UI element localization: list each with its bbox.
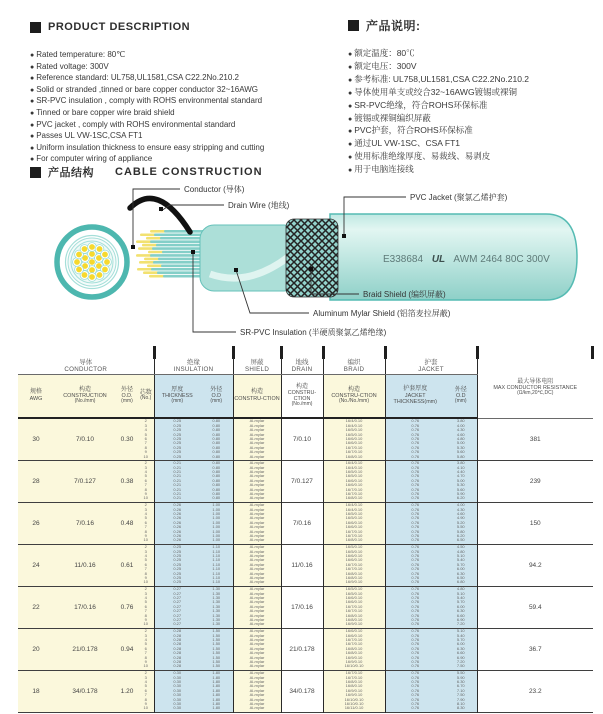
insulation-thickness-cell: 0.25 0.25 0.25 0.25 0.25 0.25 0.25 0.25 0.25 [154,544,200,586]
jacket-thickness-cell: 0.76 0.76 0.76 0.76 0.76 0.76 0.76 0.76 0.76 [385,586,445,628]
wire-strand [140,233,156,236]
spec-row-awg-30 [18,418,593,460]
jacket-od-cell: 5.10 5.40 5.70 6.00 6.30 6.60 6.90 7.20 7.50 [445,628,477,670]
conductor-construction-cell: 17/0.16 [54,586,116,628]
bullet-item: ● Rated temperature: 80℃ [30,50,345,62]
spec-table [18,358,593,713]
jacket-thickness-cell: 0.76 0.76 0.76 0.76 0.76 0.76 0.76 0.76 0.76 [385,502,445,544]
bullet-item: ● Tinned or bare copper wire braid shield [30,108,345,120]
conductor-dot [82,272,88,278]
jacket-od-cell: 3.80 4.10 4.40 4.70 5.00 5.30 5.60 5.90 6.20 [445,460,477,502]
resistance-header-unit: (Ω/km,20℃,DC) [517,390,554,397]
shield-construction-cell: Al-mylar Al-mylar Al-mylar Al-mylar Al-mylar Al-mylar Al-mylar Al-mylar Al-mylar [233,502,281,544]
insulation-od-cell: 1.00 1.00 1.00 1.00 1.00 1.00 1.00 1.00 1.00 [200,502,233,544]
braid-construction-cell: 16/4/0.10 16/4/0.10 16/5/0.10 16/5/0.10 16/6/0.10 16/6/0.10 16/7/0.10 16/7/0.10 16/8/0.10 [323,460,385,502]
braid-construction-cell: 16/6/0.10 16/6/0.10 16/7/0.10 16/7/0.10 16/8/0.10 16/8/0.10 16/9/0.10 16/9/0.10 16/10/0.10 [323,628,385,670]
core-count-cell: 2 3 4 5 6 7 8 9 10 [138,544,154,586]
section-square-icon [348,20,359,31]
drain-construction-cell: 21/0.178 [281,628,323,670]
conductor-od-cell: 0.61 [116,544,138,586]
spec-table-body [18,418,593,712]
sub-header-9: 护套厚度 JACKET THICKNESS(mm) [385,374,445,418]
group-jacket-cn: 护套 [424,358,438,366]
drain-construction-cell: 7/0.16 [281,502,323,544]
wire-strand [142,244,158,247]
resistance-header-en: MAX CONDUCTOR RESISTANCE [493,385,578,392]
braid-construction-cell: 16/7/0.10 16/7/0.10 16/8/0.10 16/8/0.10 16/9/0.10 16/9/0.10 16/10/0.10 16/10/0.10 16/11/0.10 [323,670,385,712]
braid-construction-cell: 16/5/0.10 16/5/0.10 16/6/0.10 16/6/0.10 16/7/0.10 16/7/0.10 16/8/0.10 16/8/0.10 16/9/0.10 [323,586,385,628]
drain-construction-cell: 34/0.178 [281,670,323,712]
bullet-item: ● PVC jacket , comply with ROHS environmental standard [30,120,345,132]
insulation-od-cell: 0.80 0.80 0.80 0.80 0.80 0.80 0.80 0.80 0.80 [200,460,233,502]
resistance-cell: 94.2 [477,544,593,586]
bullet-item: ● 额定电压：300V [348,61,598,74]
resistance-cell: 239 [477,460,593,502]
sub-header-10: 外径 O.D (mm) [445,374,477,418]
conductor-od-cell: 0.76 [116,586,138,628]
conductor-od-cell: 0.94 [116,628,138,670]
shield-construction-cell: Al-mylar Al-mylar Al-mylar Al-mylar Al-mylar Al-mylar Al-mylar Al-mylar Al-mylar [233,628,281,670]
conductor-dot [102,252,108,258]
section-square-icon [30,167,41,178]
wire-strand [150,230,166,233]
spec-row-awg-22 [18,586,593,628]
spec-row-awg-18 [18,670,593,712]
group-insulation-en: INSULATION [173,365,214,373]
insulation-thickness-cell: 0.30 0.30 0.30 0.30 0.30 0.30 0.30 0.30 0.30 [154,670,200,712]
insulation-thickness-cell: 0.28 0.28 0.28 0.28 0.28 0.28 0.28 0.28 0.28 [154,628,200,670]
conductor-od-cell: 0.48 [116,502,138,544]
awg-cell: 28 [18,460,54,502]
drain-construction-cell: 7/0.10 [281,418,323,460]
jacket-od-cell: 5.50 5.90 6.30 6.70 7.10 7.50 7.90 8.10 8.30 [445,670,477,712]
jacket-thickness-cell: 0.76 0.76 0.76 0.76 0.76 0.76 0.76 0.76 0.76 [385,544,445,586]
conductor-construction-cell: 7/0.16 [54,502,116,544]
conductor-od-cell: 1.20 [116,670,138,712]
bullet-item: ● SR-PVC insulation , comply with ROHS environmental standard [30,96,345,108]
insulation-thickness-cell: 0.27 0.27 0.27 0.27 0.27 0.27 0.27 0.27 0.27 [154,586,200,628]
wire-strand [143,271,159,274]
product-description-cn-title-text: 产品说明: [366,19,421,33]
wire-strand [139,261,155,264]
group-drain-cn: 地线 [295,358,309,366]
awg-cell: 20 [18,628,54,670]
conductor-construction-cell: 7/0.10 [54,418,116,460]
sub-header-3: 芯数 (No.) [138,374,154,418]
resistance-header [477,358,593,418]
wire-strand [147,265,163,268]
insulation-od-cell: 1.50 1.50 1.50 1.50 1.50 1.50 1.50 1.50 1.50 [200,628,233,670]
conductor-dot [89,274,95,280]
conductor-dot [76,252,82,258]
braid-construction-cell: 16/4/0.10 16/4/0.10 16/5/0.10 16/5/0.10 16/6/0.10 16/6/0.10 16/7/0.10 16/7/0.10 16/8/0.10 [323,502,385,544]
conductor-construction-cell: 11/0.16 [54,544,116,586]
jacket-od-cell: 3.80 4.00 4.30 4.60 4.80 5.00 5.30 5.60 5.80 [445,418,477,460]
wire-strand [136,254,152,257]
jacket-thickness-cell: 0.76 0.76 0.76 0.76 0.76 0.76 0.76 0.76 0.76 [385,670,445,712]
conductor-dot [104,259,110,265]
table-group-header-row [18,358,593,374]
jacket-thickness-cell: 0.76 0.76 0.76 0.76 0.76 0.76 0.76 0.76 0.76 [385,628,445,670]
bullet-item: ● 镀锡或裸铜编织屏蔽 [348,113,598,126]
insulation-od-cell: 1.80 1.80 1.80 1.80 1.80 1.80 1.80 1.80 1.80 [200,670,233,712]
spec-row-awg-26 [18,502,593,544]
sub-header-1: 构造 CONSTRUCTION (No./mm) [54,374,116,418]
drain-wire-label: Drain Wire (地线) [228,201,290,210]
group-drain [281,358,323,374]
core-count-cell: 2 3 4 5 6 7 8 9 10 [138,586,154,628]
conductor-dot [82,246,88,252]
group-braid [323,358,385,374]
resistance-cell: 381 [477,418,593,460]
conductor-dot [89,251,95,257]
spec-row-awg-28 [18,460,593,502]
wire-strand [137,268,153,271]
sub-header-6: 构造 CONSTRU-CTION [233,374,281,418]
group-conductor-cn: 导体 [79,358,93,366]
product-description-title [30,21,190,33]
group-insulation-cn: 绝缘 [187,358,200,366]
bullet-item: ● Passes UL VW-1SC,CSA FT1 [30,131,345,143]
drain-construction-cell: 11/0.16 [281,544,323,586]
conductor-dot [76,267,82,273]
resistance-header-cn: 最大导体电阻 [517,378,554,385]
drain-construction-cell: 17/0.16 [281,586,323,628]
group-jacket-en: JACKET [418,365,444,373]
awg-cell: 22 [18,586,54,628]
conductor-dot [89,244,95,250]
bullet-item: ● 导体使用单支或绞合32~16AWG镀锡或裸铜 [348,87,598,100]
product-description-title-text: PRODUCT DESCRIPTION [48,21,191,33]
group-shield-en: SHIELD [244,365,270,373]
wire-strand [138,247,154,250]
conductor-dot [89,267,95,273]
construction-title-cn: 产品结构 [48,167,94,179]
insulation-thickness-cell: 0.26 0.26 0.26 0.26 0.26 0.26 0.26 0.26 0.26 [154,502,200,544]
cable-cross-section [57,227,127,297]
bullet-item: ● 通过UL VW-1SC、CSA FT1 [348,138,598,151]
group-jacket [385,358,477,374]
resistance-cell: 150 [477,502,593,544]
jacket-thickness-cell: 0.76 0.76 0.76 0.76 0.76 0.76 0.76 0.76 0.76 [385,460,445,502]
conductor-construction-cell: 21/0.178 [54,628,116,670]
bullet-item: ● For computer wiring of appliance [30,154,345,166]
wire-strand [146,237,162,240]
insulation-od-cell: 1.10 1.10 1.10 1.10 1.10 1.10 1.10 1.10 1.10 [200,544,233,586]
conductor-construction-cell: 7/0.127 [54,460,116,502]
bullet-item: ● 使用标准绝缘厚度、易裁线、易剥皮 [348,151,598,164]
conductor-od-cell: 0.30 [116,418,138,460]
drain-construction-cell: 7/0.127 [281,460,323,502]
resistance-cell: 23.2 [477,670,593,712]
construction-title-en: CABLE CONSTRUCTION [115,166,263,178]
inner-core-cylinder [200,225,298,291]
shield-construction-cell: Al-mylar Al-mylar Al-mylar Al-mylar Al-mylar Al-mylar Al-mylar Al-mylar Al-mylar [233,460,281,502]
shield-construction-cell: Al-mylar Al-mylar Al-mylar Al-mylar Al-mylar Al-mylar Al-mylar Al-mylar Al-mylar [233,544,281,586]
spec-row-awg-20 [18,628,593,670]
conductor-dot [74,259,80,265]
awg-cell: 26 [18,502,54,544]
group-braid-en: BRAID [343,365,365,373]
sub-header-0: 规格 AWG [18,374,54,418]
jacket-od-cell: 4.00 4.30 4.60 4.90 5.20 5.50 5.80 6.20 6.50 [445,502,477,544]
product-description-cn-title [348,17,421,34]
section-square-icon [30,22,41,33]
bullet-item: ● 参考标准: UL758,UL1581,CSA C22.2No.210.2 [348,74,598,87]
braid-shield-shape [286,219,338,297]
resistance-cell: 36.7 [477,628,593,670]
core-count-cell: 2 3 4 5 6 7 8 9 10 [138,628,154,670]
braid-construction-cell: 16/5/0.10 16/5/0.10 16/6/0.10 16/6/0.10 16/7/0.10 16/7/0.10 16/8/0.10 16/8/0.10 16/9/0.10 [323,544,385,586]
sub-header-2: 外径 O.D. (mm) [116,374,138,418]
cable-construction-diagram [0,178,603,358]
aluminum-mylar-shield-label: Aluminum Mylar Shield (铝箔麦拉屏蔽) [313,309,451,318]
insulation-od-cell: 0.80 0.80 0.80 0.80 0.80 0.80 0.80 0.80 0.80 [200,418,233,460]
insulation-od-cell: 1.30 1.30 1.30 1.30 1.30 1.30 1.30 1.30 1.30 [200,586,233,628]
pvc-jacket-label: PVC Jacket (聚氯乙烯护套) [410,193,508,202]
core-count-cell: 2 3 4 5 6 7 8 9 10 [138,502,154,544]
wire-strand [136,240,152,243]
awg-cell: 30 [18,418,54,460]
conductor-dot [97,246,103,252]
awg-cell: 24 [18,544,54,586]
core-count-cell: 2 3 4 5 6 7 8 9 10 [138,460,154,502]
shield-construction-cell: Al-mylar Al-mylar Al-mylar Al-mylar Al-mylar Al-mylar Al-mylar Al-mylar Al-mylar [233,670,281,712]
group-conductor-en: CONDUCTOR [64,365,108,373]
conductor-dot [97,272,103,278]
bullet-item: ● PVC护套，符合ROHS环保标准 [348,125,598,138]
conductor-dot [89,259,95,265]
group-drain-en: DRAIN [291,365,313,373]
resistance-cell: 59.4 [477,586,593,628]
pvc-jacket-shape [330,214,577,300]
jacket-od-cell: 4.50 4.80 5.10 5.40 5.70 6.00 6.30 6.50 6.80 [445,544,477,586]
shield-construction-cell: Al-mylar Al-mylar Al-mylar Al-mylar Al-mylar Al-mylar Al-mylar Al-mylar Al-mylar [233,418,281,460]
bullet-item: ● 用于电脑连接线 [348,164,598,177]
bullet-item: ● Rated voltage: 300V [30,62,345,74]
bullet-item: ● Solid or stranded ,tinned or bare copper conductor 32~16AWG [30,85,345,97]
group-conductor [18,358,154,374]
sub-header-8: 构造 CONSTRU-CTION (No./No./mm) [323,374,385,418]
group-shield [233,358,281,374]
sub-header-7: 构造 CONSTRU-CTION (No./mm) [281,374,323,418]
conductor-construction-cell: 34/0.178 [54,670,116,712]
drain-wire-shape [130,198,190,232]
conductor-dot [102,267,108,273]
jacket-thickness-cell: 0.76 0.76 0.76 0.76 0.76 0.76 0.76 0.76 0.76 [385,418,445,460]
group-insulation [154,358,233,374]
sub-header-4: 厚度 THICKNESS (mm) [154,374,200,418]
sub-header-5: 外径 O.D (mm) [200,374,233,418]
insulation-thickness-cell: 0.25 0.25 0.25 0.25 0.25 0.25 0.25 0.25 0.25 [154,418,200,460]
shield-construction-cell: Al-mylar Al-mylar Al-mylar Al-mylar Al-mylar Al-mylar Al-mylar Al-mylar Al-mylar [233,586,281,628]
awm-spec-text: AWM 2464 80C 300V [453,254,550,265]
bullet-item: ● 额定温度：80℃ [348,48,598,61]
bullet-item: ● Uniform insulation thickness to ensure easy stripping and cutting [30,143,345,155]
awg-cell: 18 [18,670,54,712]
group-shield-cn: 屏蔽 [250,358,264,366]
braid-shield-label: Braid Shield (编织屏蔽) [363,290,446,299]
jacket-od-cell: 4.80 5.10 5.40 5.70 6.00 6.30 6.60 6.90 7.20 [445,586,477,628]
product-description-cn-list [348,48,598,177]
ul-file-number: E338684 [383,254,424,265]
conductor-label: Conductor (导体) [184,185,245,194]
wire-strand [148,251,164,254]
insulation-thickness-cell: 0.21 0.21 0.21 0.21 0.21 0.21 0.21 0.21 0.21 [154,460,200,502]
product-description-list [30,50,345,166]
conductor-od-cell: 0.38 [116,460,138,502]
braid-construction-cell: 16/4/0.10 16/4/0.10 16/5/0.10 16/5/0.10 16/6/0.10 16/6/0.10 16/7/0.10 16/7/0.10 16/8/0.10 [323,418,385,460]
bullet-item: ● Reference standard: UL758,UL1581,CSA C22.2No.210.2 [30,73,345,85]
group-braid-cn: 编织 [347,358,361,366]
wire-strand [149,275,165,278]
spec-row-awg-24 [18,544,593,586]
core-count-cell: 2 3 4 5 6 7 8 9 10 [138,418,154,460]
ul-logo: UL [431,254,446,265]
cable-print [383,254,550,265]
bullet-item: ● SR-PVC绝缘，符合ROHS环保标准 [348,100,598,113]
sr-pvc-insulation-label: SR-PVC Insulation (半硬质聚氯乙烯绝缘) [240,328,387,337]
wire-strand [144,258,160,261]
core-count-cell: 2 3 4 5 6 7 8 9 10 [138,670,154,712]
